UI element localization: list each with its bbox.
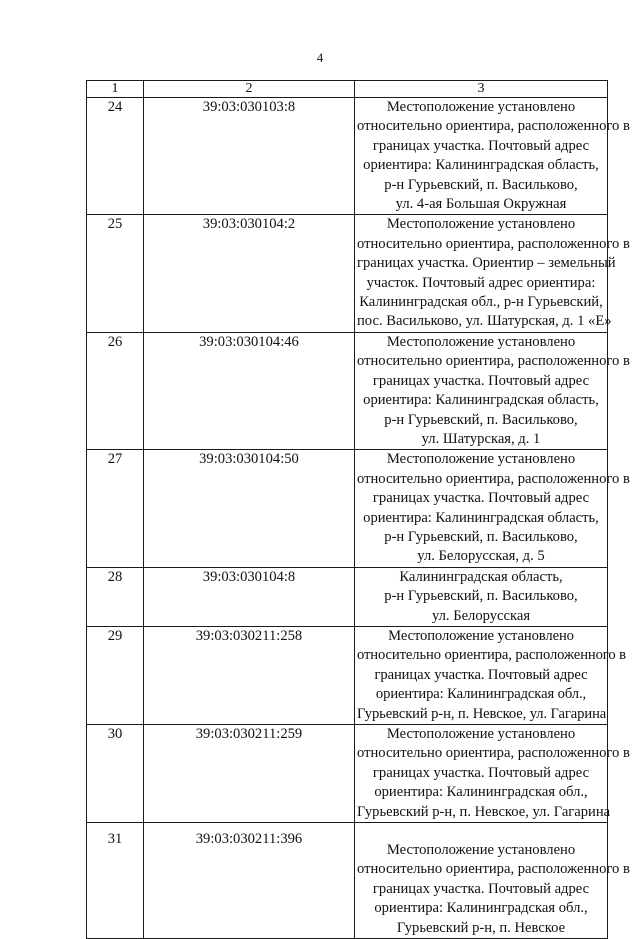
- location-line: ориентира: Калининградская область,: [363, 509, 599, 526]
- location-description: [355, 215, 630, 332]
- row-number: 27: [87, 450, 144, 567]
- column-header-number: 1: [87, 81, 144, 98]
- location-line: Местоположение установлено: [386, 451, 576, 468]
- location-description: [355, 725, 630, 823]
- location-line: границах участка. Почтовый адрес: [372, 490, 590, 507]
- table-row: [87, 215, 608, 332]
- page-number: 4: [316, 50, 324, 65]
- cadastral-number: 39:03:030103:8: [144, 98, 355, 215]
- location-line: ориентира: Калининградская область,: [363, 157, 599, 174]
- location-description: [355, 823, 630, 939]
- row-number: 31: [87, 823, 144, 939]
- table-body: [87, 98, 630, 939]
- location-line: Гурьевский р-н, п. Невское, ул. Гагарина: [357, 705, 607, 722]
- column-header-location: 3: [355, 81, 608, 98]
- location-line: участок. Почтовый адрес ориентира:: [366, 274, 596, 291]
- location-line: р-н Гурьевский, п. Васильково,: [384, 528, 578, 545]
- table-row: [87, 823, 608, 939]
- location-description: [355, 567, 608, 626]
- location-description: [355, 332, 630, 449]
- cadastral-number: 39:03:030104:8: [144, 567, 355, 626]
- location-line: р-н Гурьевский, п. Васильково,: [384, 411, 578, 428]
- location-line: границах участка. Почтовый адрес: [372, 880, 590, 897]
- table-row: [87, 725, 608, 823]
- location-line: относительно ориентира, расположенного в: [357, 745, 630, 762]
- table-row: [87, 567, 608, 626]
- parcels-table: [86, 80, 630, 939]
- location-description: [355, 626, 626, 724]
- location-line: ул. 4-ая Большая Окружная: [395, 196, 567, 213]
- location-line: ул. Шатурская, д. 1: [421, 430, 541, 447]
- location-line: Местоположение установлено: [386, 99, 576, 115]
- location-line: границах участка. Почтовый адрес: [372, 372, 590, 389]
- location-line: пос. Васильково, ул. Шатурская, д. 1 «Е»: [357, 313, 612, 330]
- location-line: Гурьевский р-н, п. Невское, ул. Гагарина: [357, 803, 611, 820]
- location-line: относительно ориентира, расположенного в: [357, 647, 626, 664]
- location-line: ориентира: Калининградская область,: [363, 392, 599, 409]
- location-line: Местоположение установлено: [388, 627, 574, 644]
- location-line: р-н Гурьевский, п. Васильково,: [384, 176, 578, 193]
- table-row: [87, 626, 608, 724]
- table-row: [87, 332, 608, 449]
- cadastral-number: 39:03:030104:46: [144, 332, 355, 449]
- table-row: [87, 450, 608, 567]
- location-line: границах участка. Почтовый адрес: [372, 764, 590, 781]
- cadastral-number: 39:03:030104:2: [144, 215, 355, 332]
- row-number: 30: [87, 725, 144, 823]
- location-line: границах участка. Ориентир – земельный: [357, 255, 616, 272]
- location-line: относительно ориентира, расположенного в: [357, 353, 630, 370]
- location-line: Местоположение установлено: [386, 333, 576, 350]
- location-line: ориентира: Калининградская обл.,: [374, 784, 588, 801]
- location-line: ориентира: Калининградская обл.,: [375, 686, 587, 703]
- row-number: 24: [87, 98, 144, 215]
- table-row: [87, 98, 608, 215]
- location-line: Местоположение установлено: [386, 216, 576, 233]
- location-line: ул. Белорусская, д. 5: [417, 548, 545, 565]
- location-line: Гурьевский р-н, п. Невское: [396, 919, 566, 936]
- location-line: Местоположение установлено: [386, 726, 576, 742]
- cadastral-number: 39:03:030211:396: [144, 823, 355, 939]
- row-number: 26: [87, 332, 144, 449]
- location-line: Местоположение установлено: [386, 842, 576, 859]
- location-line: относительно ориентира, расположенного в: [357, 118, 630, 135]
- location-line: Калининградская область,: [399, 568, 563, 585]
- row-number: 29: [87, 626, 144, 724]
- row-number: 28: [87, 567, 144, 626]
- location-line: р-н Гурьевский, п. Васильково,: [384, 588, 578, 605]
- location-line: относительно ориентира, расположенного в: [357, 235, 630, 252]
- table-header-row: [87, 81, 608, 98]
- location-line: Калининградская обл., р-н Гурьевский,: [359, 294, 603, 311]
- location-line: ул. Белорусская: [431, 607, 531, 624]
- column-header-cadastral: 2: [144, 81, 355, 98]
- cadastral-number: 39:03:030211:258: [144, 626, 355, 724]
- location-description: [355, 98, 630, 215]
- row-number: 25: [87, 215, 144, 332]
- location-line: относительно ориентира, расположенного в: [357, 861, 630, 878]
- cadastral-number: 39:03:030211:259: [144, 725, 355, 823]
- cadastral-number: 39:03:030104:50: [144, 450, 355, 567]
- location-line: относительно ориентира, расположенного в: [357, 470, 630, 487]
- location-line: ориентира: Калининградская обл.,: [374, 900, 588, 917]
- location-line: границах участка. Почтовый адрес: [374, 666, 588, 683]
- location-description: [355, 450, 630, 567]
- location-line: границах участка. Почтовый адрес: [372, 137, 590, 154]
